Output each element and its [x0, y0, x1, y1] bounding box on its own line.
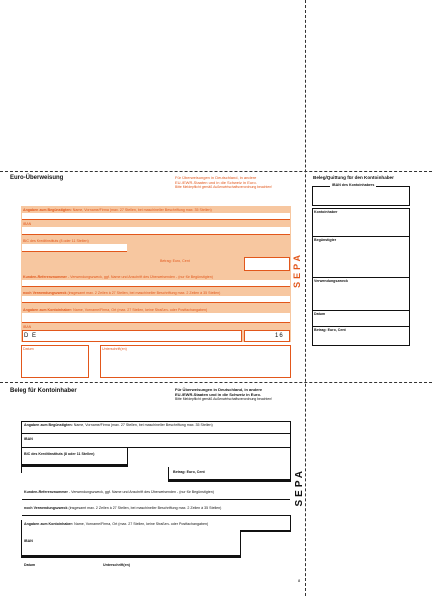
transfer-date-label: Datum	[23, 347, 34, 351]
stub-iban-box[interactable]	[312, 186, 410, 206]
receipt-signature-label: Unterschrift(en)	[103, 563, 130, 567]
transfer-reference-label: Kunden-Referenznummer - Verwendungszweck, ggf. Name und Anschrift des Überweisenden - (nur für Begünstigten)	[23, 275, 213, 279]
receipt-hint-line1: Für Überweisungen in Deutschland, in andere	[175, 387, 263, 392]
stub-sep-3	[312, 310, 410, 311]
receipt-purpose-label: noch Verwendungszweck (insgesamt max. 2 Zeilen à 27 Stellen, bei maschineller Beschriftung max. 2 Zeilen à 35 Stellen)	[24, 506, 222, 510]
receipt-payer-underline	[240, 530, 291, 532]
stub-beneficiary-label: Begünstigter	[314, 238, 337, 242]
receipt-hint-line3: Bitte Meldepflicht gemäß Außenwirtschaftsverordnung beachten!	[175, 397, 273, 401]
stub-title: Beleg/Quittung für den Kontoinhaber	[313, 175, 394, 180]
stub-account-holder-label: Kontoinhaber	[314, 210, 338, 214]
transfer-payer-iban-label: IBAN	[23, 325, 32, 329]
stub-purpose-label: Verwendungszweck	[314, 279, 348, 283]
transfer-purpose-field[interactable]	[22, 296, 290, 303]
receipt-frame-right-upper	[290, 421, 291, 481]
stub-sep-2	[312, 277, 410, 278]
transfer-hint-line1: Für Überweisungen in Deutschland, in andere	[175, 175, 257, 180]
stub-sep-1	[312, 236, 410, 237]
receipt-reference-label: Kunden-Referenznummer - Verwendungszweck, ggf. Name und Anschrift des Überweisenden - (nur für Begünstigten)	[24, 490, 214, 494]
receipt-form-title: Beleg für Kontoinhaber	[10, 388, 77, 394]
receipt-payer-iban-label: IBAN	[24, 539, 33, 543]
receipt-beneficiary-line	[22, 433, 290, 434]
receipt-iban-right	[240, 530, 241, 557]
receipt-bic-right	[127, 447, 128, 467]
receipt-payer-label: Angaben zum Kontoinhaber: Name, Vorname/Firma, Ort (max. 27 Stellen, keine Straßen- oder Postfachangaben)	[24, 522, 209, 526]
transfer-reference-field[interactable]	[22, 280, 290, 287]
receipt-frame-left-lower	[21, 520, 22, 558]
transfer-hint-line2: EU-/EWR-Staaten und in die Schweiz in Euro.	[175, 180, 257, 185]
receipt-bic-underline	[22, 464, 128, 467]
receipt-page-marker: 8	[298, 578, 301, 583]
receipt-date-label: Datum	[24, 563, 36, 567]
receipt-amount-label: Betrag: Euro, Cent	[173, 470, 205, 474]
transfer-beneficiary-field[interactable]	[22, 213, 290, 220]
receipt-hint	[175, 387, 303, 402]
receipt-payer-iban-underline	[21, 555, 241, 558]
top-perforation	[0, 171, 432, 172]
transfer-hint-line3: Bitte Meldepflicht gemäß Außenwirtschaftsverordnung beachten!	[175, 185, 273, 189]
transfer-payer-label: Angaben zum Kontoinhaber: Name, Vorname/Firma, Ort (max. 27 Stellen, keine Straßen- oder Postfachangaben)	[23, 308, 208, 312]
stub-amount-label: Betrag: Euro, Cent	[314, 328, 346, 332]
transfer-bic-field[interactable]	[22, 244, 127, 252]
transfer-beneficiary-label: Angaben zum Begünstigten: Name, Vorname/Firma (max. 27 Stellen, bei maschineller Beschriftung max. 35 Stellen)	[23, 208, 212, 212]
transfer-amount-label: Betrag: Euro, Cent	[160, 259, 190, 263]
vertical-perforation	[305, 0, 306, 596]
transfer-signature-label: Unterschrift(en)	[102, 347, 127, 351]
transfer-signature-field[interactable]	[100, 345, 291, 378]
transfer-payer-field[interactable]	[22, 313, 290, 323]
receipt-bic-label: BIC des Kreditinstituts (8 oder 11 Stellen)	[24, 452, 95, 456]
transfer-iban-field[interactable]	[22, 227, 290, 235]
transfer-purpose-label: noch Verwendungszweck (insgesamt max. 2 Zeilen à 27 Stellen, bei maschineller Beschriftung max. 2 Zeilen à 35 Stellen)	[23, 291, 221, 295]
receipt-sepa-logo: SEPA	[294, 468, 305, 507]
middle-perforation	[0, 382, 432, 383]
receipt-amount-underline	[168, 479, 291, 482]
iban-prefix-e: E	[32, 333, 37, 339]
transfer-form-title: Euro-Überweisung	[10, 175, 64, 181]
receipt-hint-line2: EU-/EWR-Staaten und in die Schweiz in Euro.	[175, 392, 262, 397]
receipt-beneficiary-label: Angaben zum Begünstigten: Name, Vorname/Firma (max. 27 Stellen, bei maschineller Beschriftung max. 35 Stellen)	[24, 423, 213, 427]
transfer-bic-label: BIC des Kreditinstituts (8 oder 11 Stellen)	[23, 239, 89, 243]
iban-prefix-d: D	[24, 333, 29, 339]
stub-sep-4	[312, 326, 410, 327]
transfer-hint	[175, 175, 303, 190]
transfer-payer-iban-field[interactable]	[22, 330, 242, 342]
stub-iban-label: IBAN des Kontoinhabers	[332, 183, 375, 187]
receipt-frame-top	[21, 421, 291, 422]
transfer-iban-label: IBAN	[23, 222, 32, 226]
transfer-sepa-logo: SEPA	[292, 252, 302, 288]
amount-band	[128, 239, 291, 256]
receipt-purpose-line	[22, 515, 290, 516]
receipt-iban-label: IBAN	[24, 437, 33, 441]
transfer-amount-field[interactable]	[244, 257, 290, 271]
transfer-code: 16	[275, 333, 284, 339]
receipt-reference-line	[22, 499, 290, 500]
stub-date-label: Datum	[314, 312, 326, 316]
receipt-iban-line	[22, 447, 290, 448]
